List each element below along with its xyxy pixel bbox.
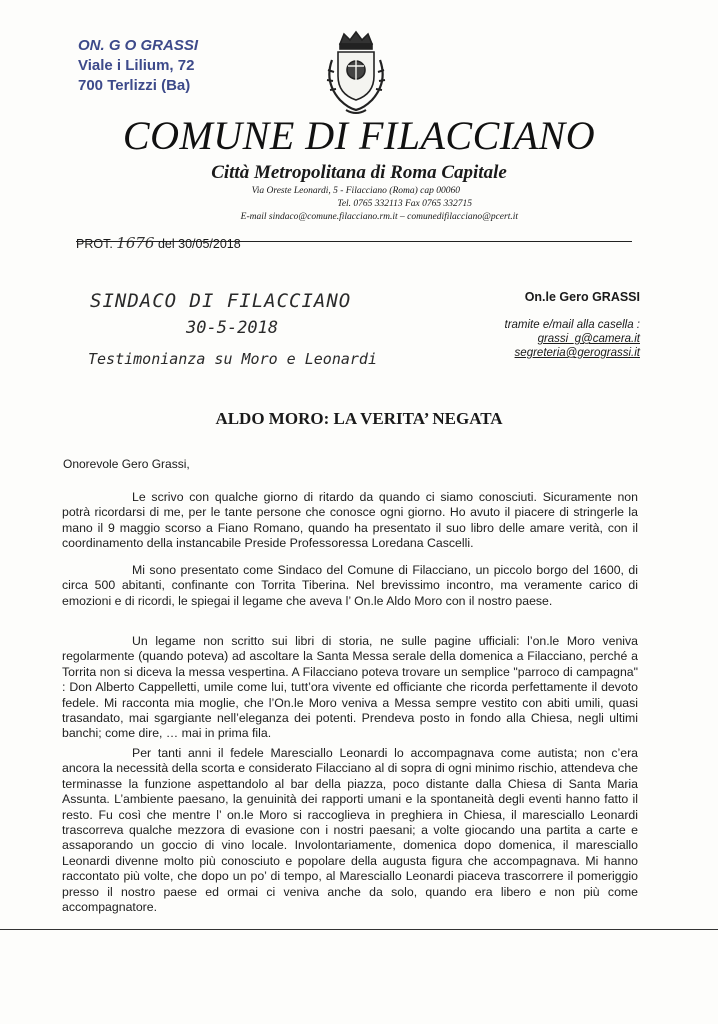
stamp-line-2: Viale i Lilium, 72 bbox=[78, 57, 195, 74]
document-title: ALDO MORO: LA VERITA’ NEGATA bbox=[215, 409, 503, 428]
recipient-email-2[interactable]: segreteria@gerograssi.it bbox=[514, 347, 640, 359]
sender-stamp bbox=[78, 36, 198, 96]
footer-divider bbox=[0, 929, 718, 930]
protocol-label: PROT. bbox=[76, 237, 113, 251]
protocol-date: del 30/05/2018 bbox=[157, 237, 241, 251]
recipient-email-1[interactable]: grassi_g@camera.it bbox=[537, 333, 640, 345]
handwritten-note-1: SINDACO DI FILACCIANO bbox=[90, 290, 352, 312]
recipient-via: tramite e/mail alla casella : bbox=[504, 319, 640, 331]
municipality-email: E-mail sindaco@comune.filacciano.rm.it – comunedifilacciano@pcert.it bbox=[240, 212, 518, 222]
municipality-phone: Tel. 0765 332113 Fax 0765 332715 bbox=[337, 199, 472, 209]
municipality-address: Via Oreste Leonardi, 5 - Filacciano (Roma) cap 00060 bbox=[251, 186, 460, 196]
body-paragraph-2: Mi sono presentato come Sindaco del Comune di Filacciano, un piccolo borgo del 1600, di circa 500 abitanti, confinante con Torrita Tiberina. Nel brevissimo incontro, ma veramente carico di emozioni e di ricordi, le spiegai il legame che aveva l’ On.le Aldo Moro con il nostro paese. bbox=[62, 563, 638, 608]
body-paragraph-3: Un legame non scritto sui libri di storia, ne sulle pagine ufficiali: l’on.le Moro veniva regolarmente (quando poteva) ad ascoltare la Santa Messa serale della domenica a Filacciano, perché a Torrita non si diceva la messa vespertina. A Filacciano poteva trovare un semplice "parroco di campagna" : Don Alberto Cappelletti, umile come lui, tutt’ora vivente ed officiante che ricorda perfettamente il devoto fedele. Mi racconta mia moglie, che l’On.le Moro veniva a Messa sempre vestito con abiti umili, quasi trasandato, mai sgargiante nell’eleganza dei potenti. Prendeva posto in fondo alla Chiesa, negli ultimi banchi; come dire, … mai in prima fila. bbox=[62, 634, 638, 741]
body-paragraph-1: Le scrivo con qualche giorno di ritardo da quando ci siamo conosciuti. Sicuramente non potrà ricordarsi di me, per le tante persone che conosce ogni giorno. Ho avuto il piacere di stringerle la mano il 9 maggio scorso a Fiano Romano, quando ha presentato il suo libro delle amare verità, con il coordinamento della instancabile Preside Professoressa Loredana Cascelli. bbox=[62, 490, 638, 551]
municipality-title: COMUNE DI FILACCIANO bbox=[122, 113, 596, 158]
handwritten-note-2: 30-5-2018 bbox=[186, 318, 279, 338]
protocol-number: 1676 bbox=[116, 234, 155, 252]
municipal-crest-icon bbox=[318, 30, 394, 116]
municipality-subtitle: Città Metropolitana di Roma Capitale bbox=[211, 162, 507, 183]
body-paragraph-4: Per tanti anni il fedele Maresciallo Leonardi lo accompagnava come autista; non c’era ancora la necessità della scorta e considerato Filacciano al di sopra di ogni minimo rischio, attendeva che terminasse la funzione aspettandolo al bar della piazza, poco distante dalla Chiesa di Santa Maria Assunta. L’ambiente paesano, la genuinità dei rapporti umani e la spontaneità degli eventi hanno fatto il resto. Fu così che mentre l’ on.le Moro si raccoglieva in preghiera in Chiesa, il maresciallo Leonardi trascorreva qualche mezzora di evasione con i nostri paesani; a volte giocando una partita a carte e assaporando un goccio di vino locale. Involontariamente, domenica dopo domenica, il maresciallo Leonardi divenne molto più conosciuto e popolare della augusta figura che accompagnava. Mi hanno raccontato più volte, che dopo un po’ di tempo, al Maresciallo Leonardi piaceva trascorrere il pomeriggio presso il nostro paese ed ormai ci veniva anche da solo, quando era libero e non più come accompagnatore. bbox=[62, 746, 638, 915]
salutation: Onorevole Gero Grassi, bbox=[63, 457, 190, 471]
recipient-name: On.le Gero GRASSI bbox=[524, 290, 640, 304]
header-divider bbox=[76, 241, 632, 242]
protocol-line bbox=[76, 234, 241, 252]
stamp-line-1: ON. G O GRASSI bbox=[78, 37, 199, 54]
handwritten-note-3: Testimonianza su Moro e Leonardi bbox=[88, 350, 377, 368]
stamp-line-3: 700 Terlizzi (Ba) bbox=[78, 77, 191, 94]
